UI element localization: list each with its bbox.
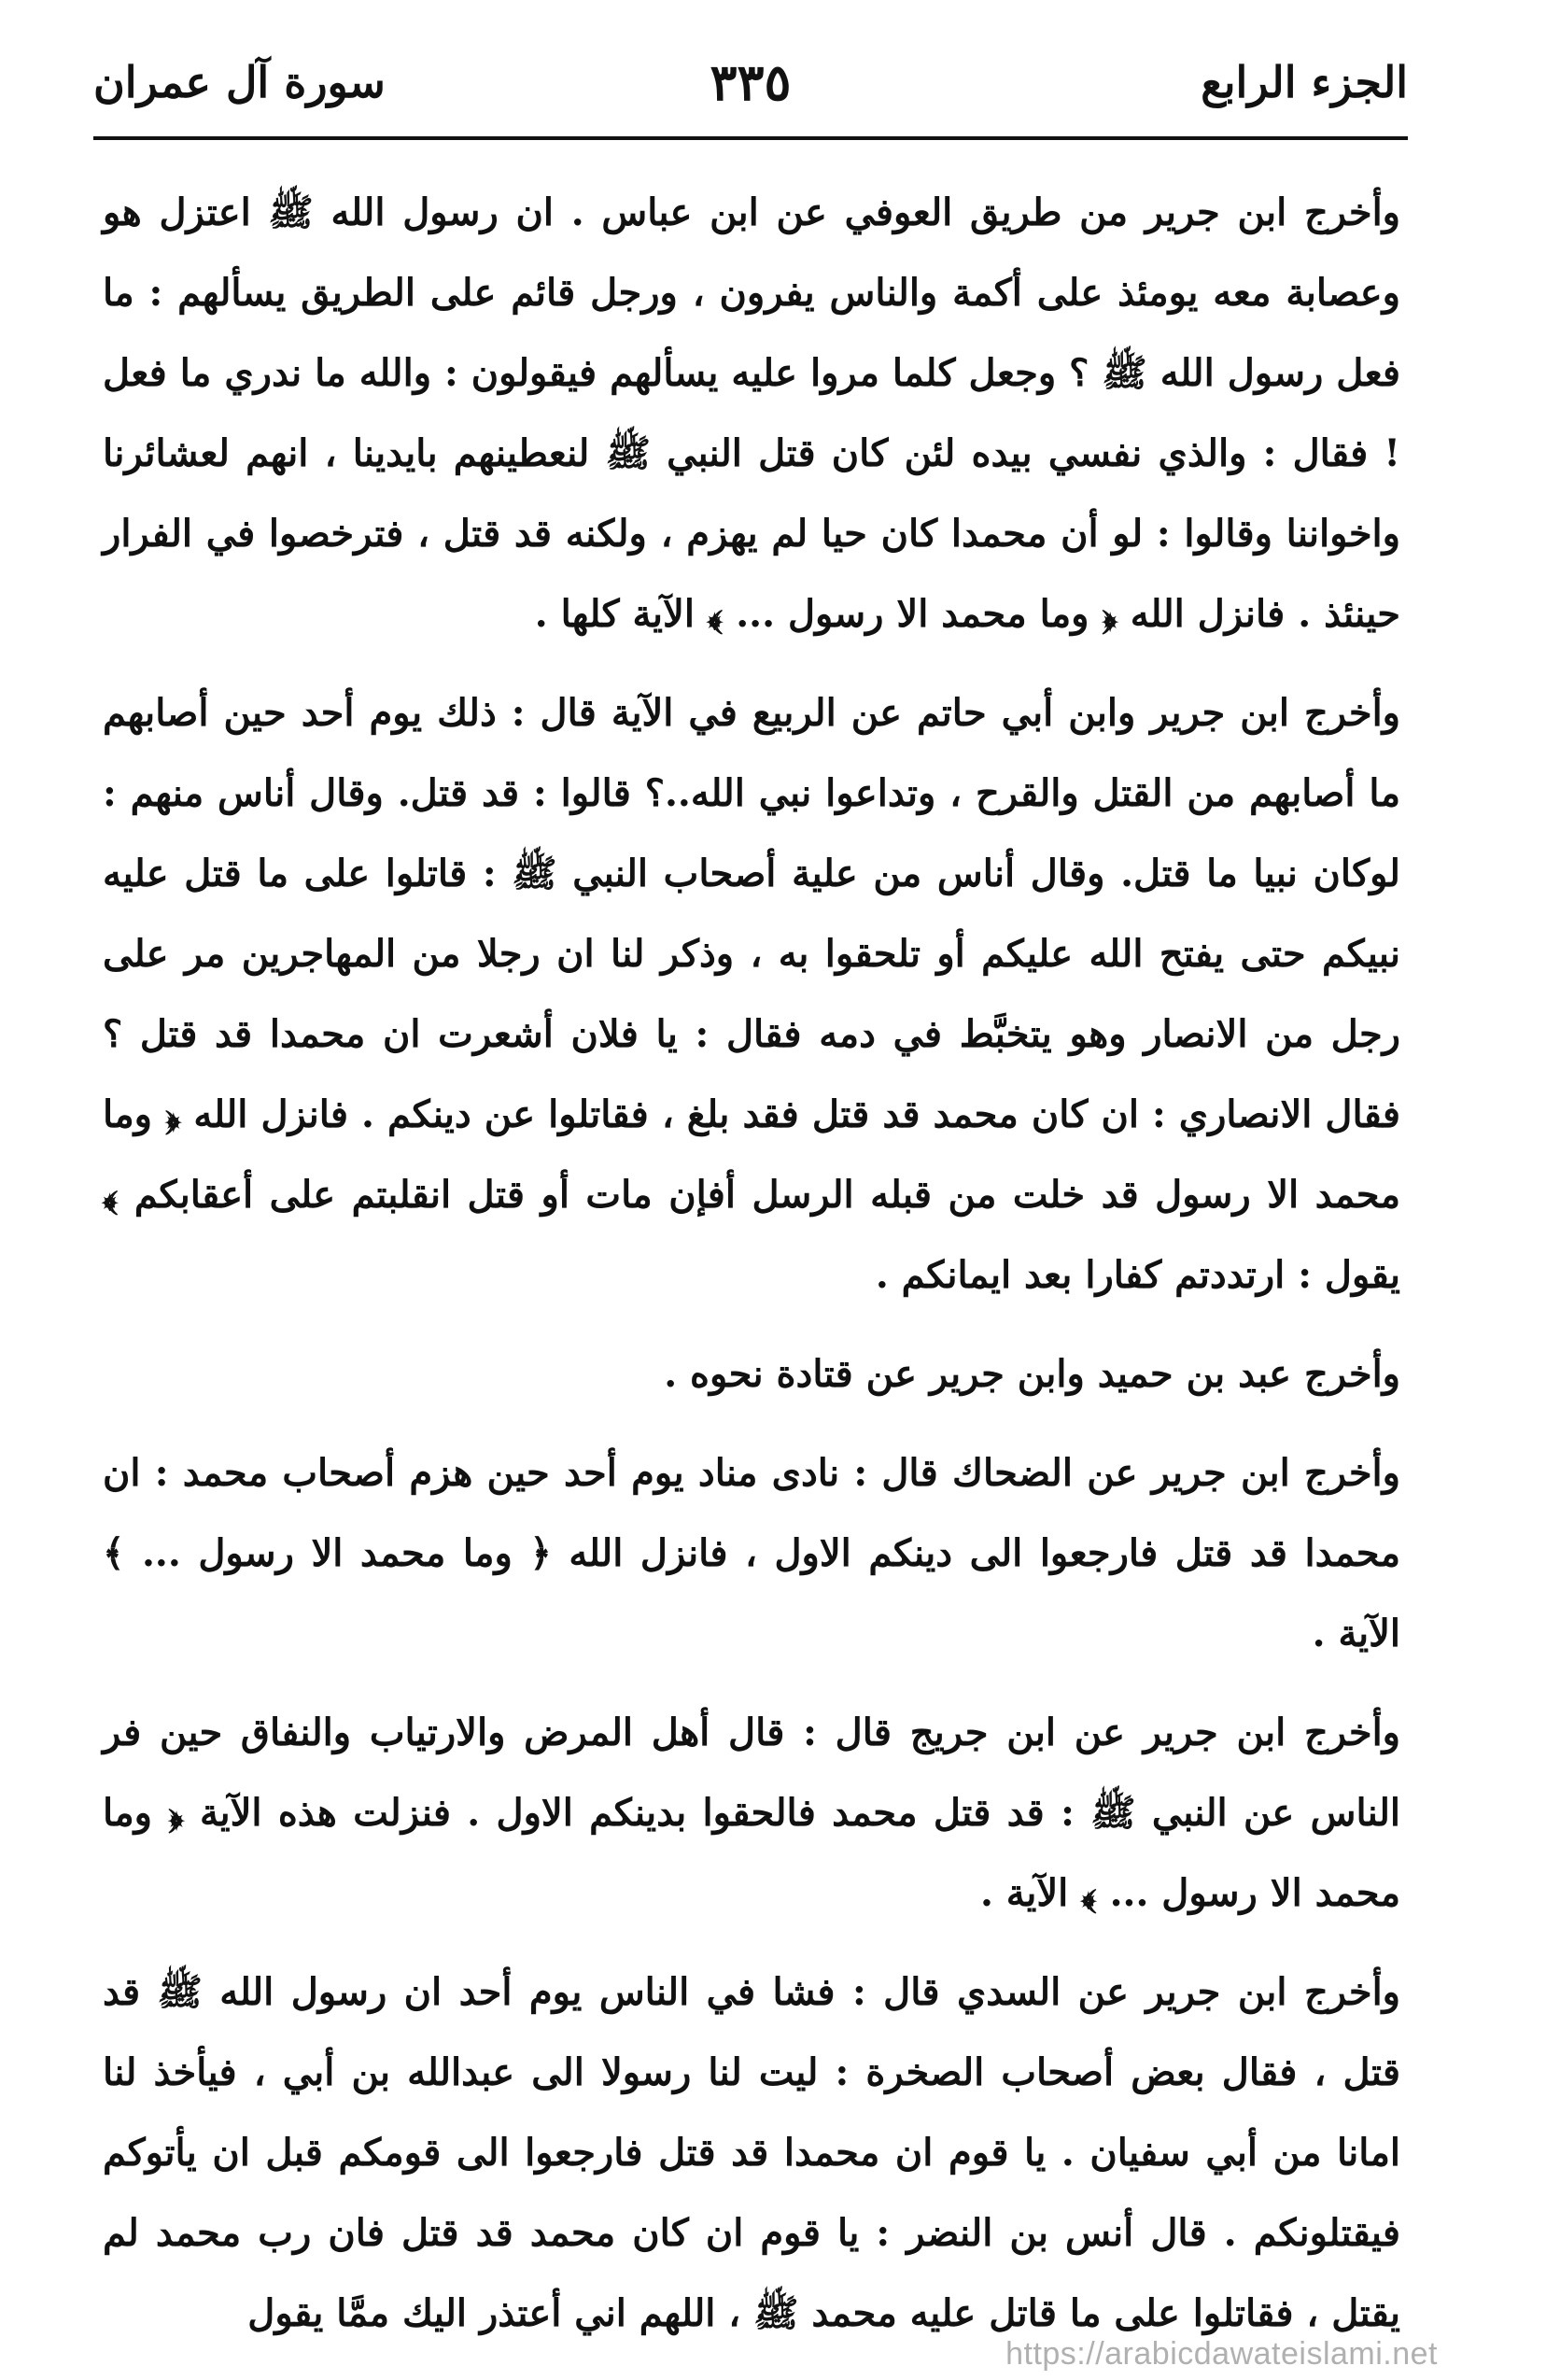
paragraph-6: وأخرج ابن جرير عن السدي قال : فشا في الناس يوم أحد ان رسول الله ﷺ قد قتل ، فقال بعض أصحاب الصخرة : ليت لنا رسولا الى عبدالله بن أبي ، فيأخذ لنا امانا من أبي سفيان . يا قوم ان محمدا قد قتل فارجعوا الى قومكم قبل ان يأتوكم فيقتلونكم . قال أنس بن النضر : يا قوم ان كان محمد قد قتل فان رب محمد لم يقتل ، فقاتلوا على ما قاتل عليه محمد ﷺ ، اللهم اني أعتذر اليك ممَّا يقول	[103, 1970, 1400, 2335]
header-divider	[93, 136, 1408, 140]
page-header	[93, 45, 1408, 129]
surah-title: سورة آل عمران	[93, 57, 386, 107]
page-number: ٣٣٥	[710, 52, 792, 112]
paragraph-3: وأخرج عبد بن حميد وابن جرير عن قتادة نحوه .	[664, 1352, 1400, 1396]
paragraph-2: وأخرج ابن جرير وابن أبي حاتم عن الربيع في الآية قال : ذلك يوم أحد حين أصابهم ما أصابهم من القتل والقرح ، وتداعوا نبي الله..؟ قالوا : قد قتل. وقال أناس منهم : لوكان نبيا ما قتل. وقال أناس من علية أصحاب النبي ﷺ : قاتلوا على ما قتل عليه نبيكم حتى يفتح الله عليكم أو تلحقوا به ، وذكر لنا ان رجلا من المهاجرين مر على رجل من الانصار وهو يتخبَّط في دمه فقال : يا فلان أشعرت ان محمدا قد قتل ؟ فقال الانصاري : ان كان محمد قد قتل فقد بلغ ، فقاتلوا عن دينكم . فانزل الله ﴿ وما محمد الا رسول قد خلت من قبله الرسل أفإن مات أو قتل انقلبتم على أعقابكم ﴾ يقول : ارتددتم كفارا بعد ايمانكم .	[103, 691, 1400, 1297]
source-watermark: https://arabicdawateislami.net	[1005, 2336, 1438, 2372]
paragraph-1: وأخرج ابن جرير من طريق العوفي عن ابن عباس . ان رسول الله ﷺ اعتزل هو وعصابة معه يومئذ على أكمة والناس يفرون ، ورجل قائم على الطريق يسألهم : ما فعل رسول الله ﷺ ؟ وجعل كلما مروا عليه يسألهم فيقولون : والله ما ندري ما فعل ! فقال : والذي نفسي بيده لئن كان قتل النبي ﷺ لنعطينهم بايدينا ، انهم لعشائرنا واخواننا وقالوا : لو أن محمدا كان حيا لم يهزم ، ولكنه قد قتل ، فترخصوا في الفرار حينئذ . فانزل الله ﴿ وما محمد الا رسول ... ﴾ الآية كلها .	[103, 190, 1400, 636]
paragraph-5: وأخرج ابن جرير عن ابن جريج قال : قال أهل المرض والارتياب والنفاق حين فر الناس عن النبي ﷺ : قد قتل محمد فالحقوا بدينكم الاول . فنزلت هذه الآية ﴿ وما محمد الا رسول ... ﴾ الآية .	[103, 1711, 1400, 1915]
part-title: الجزء الرابع	[1201, 57, 1408, 107]
page-body	[103, 173, 1400, 2335]
paragraph-4: وأخرج ابن جرير عن الضحاك قال : نادى مناد يوم أحد حين هزم أصحاب محمد : ان محمدا قد قتل فارجعوا الى دينكم الاول ، فانزل الله ﴿ وما محمد الا رسول ... ﴾ الآية .	[103, 1451, 1400, 1655]
